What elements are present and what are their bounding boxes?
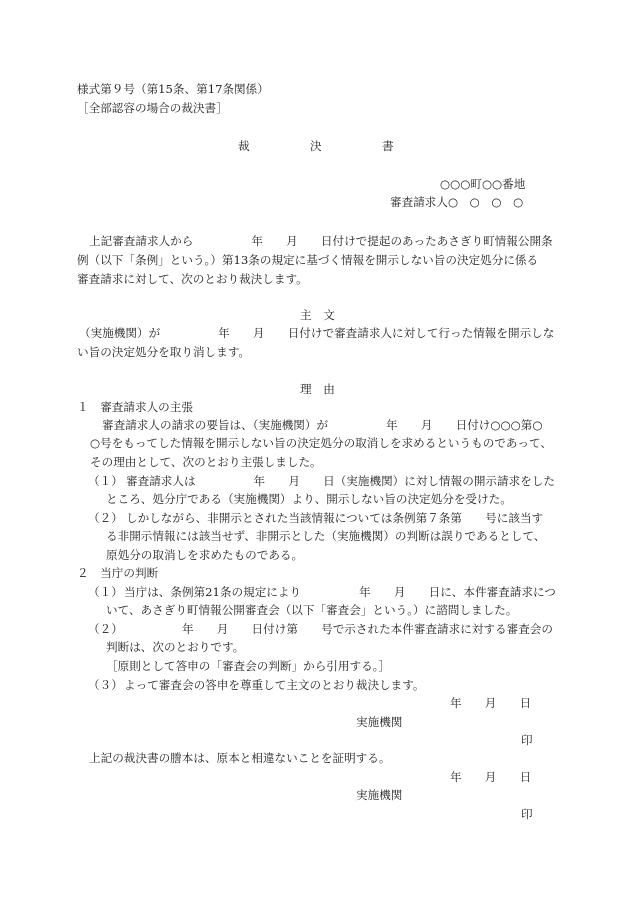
item-number: （３） bbox=[88, 678, 123, 692]
item-line: 当庁は、条例第21条の規定により 年 月 日に、本件審査請求につ bbox=[124, 585, 556, 599]
requester-name: 審査請求人○ ○ ○ ○ bbox=[390, 195, 524, 209]
item-line: しかしながら、非開示とされた当該情報については条例第７条第 号に該当す bbox=[126, 511, 544, 525]
item-number: （１） bbox=[88, 474, 123, 488]
title-char-3: 書 bbox=[382, 139, 394, 153]
seal-mark: 印 bbox=[521, 807, 533, 821]
form-number: 様式第９号（第15条、第17条関係） bbox=[77, 82, 269, 96]
item-line: よって審査会の答申を尊重して主文のとおり裁決します。 bbox=[124, 678, 425, 692]
form-subtitle: ［全部認容の場合の裁決書］ bbox=[77, 101, 228, 115]
item-line: る非開示情報には該当せず、非開示とした（実施機関）の判断は誤りであるとして、 bbox=[106, 529, 546, 543]
signature-date: 年 月 日 bbox=[450, 770, 532, 784]
main-text-heading: 主 文 bbox=[300, 308, 335, 322]
section-line: 審査請求人の請求の要旨は、（実施機関）が 年 月 日付け○○○第○ bbox=[102, 418, 543, 432]
intro-line: 上記審査請求人から 年 月 日付けで提起のあったあさぎり町情報公開条 bbox=[89, 234, 553, 248]
item-line: ［原則として答申の「審査会の判断」から引用する。］ bbox=[106, 659, 391, 673]
signature-agency: 実施機関 bbox=[356, 715, 403, 729]
section-line: ○号をもってした情報を開示しない旨の決定処分の取消しを求めるというものであって、 bbox=[90, 436, 552, 450]
main-text-line: い旨の決定処分を取り消します。 bbox=[77, 345, 250, 359]
title-char-1: 裁 bbox=[238, 139, 250, 153]
certification-statement: 上記の裁決書の謄本は、原本と相違ないことを証明する。 bbox=[89, 751, 391, 765]
item-line: 審査請求人は 年 月 日（実施機関）に対し情報の開示請求をした bbox=[126, 474, 555, 488]
item-number: （２） bbox=[88, 622, 123, 636]
item-number: （１） bbox=[88, 585, 123, 599]
signature-agency: 実施機関 bbox=[356, 788, 403, 802]
signature-date: 年 月 日 bbox=[450, 696, 532, 710]
main-text-line: （実施機関）が 年 月 日付けで審査請求人に対して行った情報を開示しな bbox=[79, 326, 555, 340]
item-line: ところ、処分庁である（実施機関）より、開示しない旨の決定処分を受けた。 bbox=[106, 492, 512, 506]
intro-line: 審査請求に対して、次のとおり裁決します。 bbox=[77, 272, 308, 286]
intro-line: 例（以下「条例」という。）第13条の規定に基づく情報を開示しない旨の決定処分に係る bbox=[77, 253, 539, 267]
item-line: いて、あさぎり町情報公開審査会（以下「審査会」という。）に諮問しました。 bbox=[106, 603, 518, 617]
item-line: 原処分の取消しを求めたものである。 bbox=[106, 548, 304, 562]
section-line: その理由として、次のとおり主張しました。 bbox=[90, 455, 322, 469]
item-line: 年 月 日付け第 号で示された本件審査請求に対する審査会の bbox=[124, 622, 553, 636]
item-number: （２） bbox=[88, 511, 123, 525]
section-title: １ 審査請求人の主張 bbox=[77, 400, 193, 414]
title-char-2: 決 bbox=[310, 139, 322, 153]
requester-address: ○○○町○○番地 bbox=[440, 177, 526, 191]
seal-mark: 印 bbox=[521, 733, 533, 747]
section-title: ２ 当庁の判断 bbox=[77, 566, 159, 580]
reason-heading: 理 由 bbox=[300, 382, 335, 396]
item-line: 判断は、次のとおりです。 bbox=[106, 640, 245, 654]
